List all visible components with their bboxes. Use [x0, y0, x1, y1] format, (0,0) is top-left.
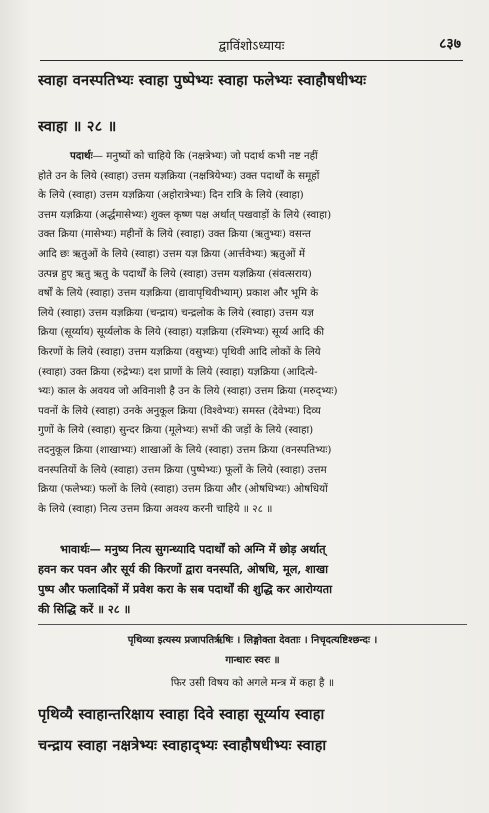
- mantra-29-meta-line-2: गान्धारः स्वरः ॥: [225, 655, 280, 666]
- mantra-29-intro: फिर उसी विषय को अगले मन्त्र में कहा है ॥: [170, 677, 335, 689]
- padartha-section: [38, 147, 467, 519]
- mantra-28-line-1: स्वाहा वनस्पतिभ्यः स्वाहा पुष्पेभ्यः स्वाहा फलेभ्यः स्वाहौषधीभ्यः: [38, 72, 367, 89]
- chapter-title: द्वाविंशोऽध्यायः: [218, 39, 285, 54]
- mantra-29-meta-line-1: पृथिव्या इत्यस्य प्रजापतिर्ऋषिः । लिङ्गोक्ता देवताः । निचृदत्यष्टिश्छन्दः ।: [127, 635, 378, 646]
- padartha-line: वर्षों के लिये (स्वाहा) उत्तम यज्ञक्रिया (द्यावापृथिवीभ्याम्) प्रकाश और भूमि के: [38, 287, 319, 300]
- mantra-28-line-2: स्वाहा ॥ २८ ॥: [38, 118, 117, 135]
- padartha-line: गुणों के लिये (स्वाहा) सुन्दर क्रिया (मूलेभ्यः) सभों की जड़ों के लिये (स्वाहा): [38, 424, 314, 437]
- padartha-line: उक्त क्रिया (मासेभ्यः) महीनों के लिये (स्वाहा) उक्त क्रिया (ऋतुभ्यः) वसन्त: [38, 228, 311, 241]
- padartha-line: आदि छः ऋतुओं के लिये (स्वाहा) उत्तम यज्ञ क्रिया (आर्त्तवेभ्यः) ऋतुओं में: [38, 247, 305, 260]
- bhavartha-line: भावार्थः— मनुष्य नित्य सुगन्ध्यादि पदार्थों को अग्नि में छोड़ अर्थात्: [60, 542, 326, 556]
- padartha-line: होते उन के लिये (स्वाहा) उत्तम यज्ञक्रिया (नक्षत्रियेभ्यः) उक्त पदार्थों के समूहों: [38, 169, 320, 182]
- bhavartha-section: [38, 539, 467, 619]
- bhavartha-line: की सिद्धि करें ॥ २८ ॥: [38, 602, 131, 616]
- padartha-line: के लिये (स्वाहा) नित्य उत्तम क्रिया अवश्य करनी चाहिये ॥ २८ ॥: [38, 502, 273, 515]
- padartha-line: उत्तम यज्ञक्रिया (अर्द्धमासेभ्यः) शुक्ल कृष्ण पक्ष अर्थात् पखवाड़ों के लिये (स्वाहा): [38, 208, 332, 221]
- padartha-line: वनस्पतियों के लिये (स्वाहा) उत्तम क्रिया (पुष्पेभ्यः) फूलों के लिये (स्वाहा) उत्तम: [38, 463, 327, 476]
- padartha-line: पदार्थः— मनुष्यों को चाहिये कि (नक्षत्रेभ्यः) जो पदार्थ कभी नष्ट नहीं: [70, 150, 318, 162]
- padartha-line: भ्यः) काल के अवयव जो अविनाशी है उन के लिये (स्वाहा) उत्तम क्रिया (मरुद्भ्यः): [38, 385, 338, 398]
- padartha-line: पवनों के लिये (स्वाहा) उनके अनुकूल क्रिया (विश्वेभ्यः) समस्त (देवेभ्यः) दिव्य: [38, 404, 321, 417]
- section-divider: [38, 624, 467, 625]
- bhavartha-line: हवन कर पवन और सूर्य की किरणों द्वारा वनस्पति, ओषधि, मूल, शाखा: [38, 562, 329, 576]
- padartha-line: के लिये (स्वाहा) उत्तम यज्ञक्रिया (अहोरात्रेभ्यः) दिन रात्रि के लिये (स्वाहा): [38, 189, 304, 202]
- padartha-line: (स्वाहा) उक्त क्रिया (रुद्रेभ्यः) दश प्राणों के लिये (स्वाहा) यज्ञक्रिया (आदित्ये-: [38, 365, 318, 378]
- mantra-29-line-2: चन्द्राय स्वाहा नक्षत्रेभ्यः स्वाहाद्भ्यः स्वाहौषधीभ्यः स्वाहा: [38, 737, 327, 754]
- padartha-line: क्रिया (फलेभ्यः) फलों के लिये (स्वाहा) उत्तम क्रिया और (ओषधिभ्यः) ओषधियों: [38, 483, 328, 496]
- padartha-line: किरणों के लिये (स्वाहा) उत्तम यज्ञक्रिया (वसुभ्यः) पृथिवी आदि लोकों के लिये: [38, 345, 321, 358]
- bhavartha-line: पुष्प और फलादिकों में प्रवेश करा के सब पदार्थों की शुद्धि कर आरोग्यता: [38, 582, 333, 596]
- page-number: ८३७: [439, 36, 461, 52]
- padartha-line: लिये (स्वाहा) उत्तम यज्ञक्रिया (चन्द्राय) चन्द्रलोक के लिये (स्वाहा) उत्तम यज्ञ: [38, 306, 314, 319]
- bhavartha-label: भावार्थः: [60, 542, 90, 556]
- padartha-line: उत्पन्न हुए ऋतु ऋतु के पदार्थों के लिये (स्वाहा) उत्तम यज्ञक्रिया (संवत्सराय): [38, 267, 312, 280]
- padartha-line: क्रिया (सूर्य्याय) सूर्य्यलोक के लिये (स्वाहा) यज्ञक्रिया (रश्मिभ्यः) सूर्य्य आदि की: [38, 326, 324, 339]
- padartha-line: तदनुकूल क्रिया (शाखाभ्यः) शाखाओं के लिये (स्वाहा) उत्तम क्रिया (वनस्पतिभ्यः): [38, 443, 332, 456]
- padartha-label: पदार्थः: [70, 150, 93, 162]
- mantra-29-line-1: पृथिव्यै स्वाहान्तरिक्षाय स्वाहा दिवे स्वाहा सूर्य्याय स्वाहा: [38, 706, 325, 723]
- page-header: [40, 34, 463, 61]
